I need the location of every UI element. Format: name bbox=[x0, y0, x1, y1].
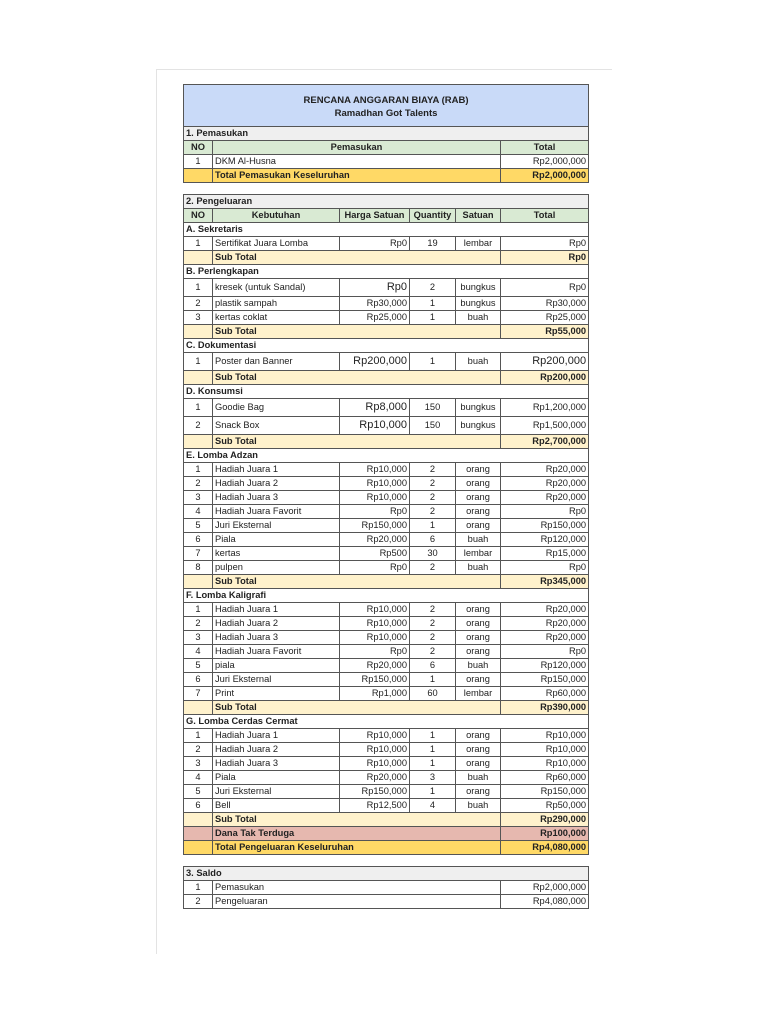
cell-total: Rp20,000 bbox=[501, 617, 589, 631]
section-title: 1. Pemasukan bbox=[184, 127, 589, 141]
cell-no: 2 bbox=[184, 417, 213, 435]
cell-item: Bell bbox=[213, 799, 340, 813]
cell-price: Rp10,000 bbox=[340, 743, 410, 757]
subtotal-row bbox=[184, 251, 589, 265]
cell-no: 1 bbox=[184, 279, 213, 297]
table-row bbox=[184, 881, 589, 895]
cell-empty bbox=[184, 841, 213, 855]
cell-unit: lembar bbox=[456, 237, 501, 251]
cell-price: Rp12,500 bbox=[340, 799, 410, 813]
category-title: D. Konsumsi bbox=[184, 385, 589, 399]
table-row bbox=[184, 399, 589, 417]
cell-qty: 6 bbox=[410, 533, 456, 547]
cell-no: 2 bbox=[184, 617, 213, 631]
cell-item: Goodie Bag bbox=[213, 399, 340, 417]
cell-price: Rp10,000 bbox=[340, 417, 410, 435]
cell-price: Rp200,000 bbox=[340, 353, 410, 371]
cell-qty: 1 bbox=[410, 757, 456, 771]
cell-unit: lembar bbox=[456, 547, 501, 561]
table-row bbox=[184, 645, 589, 659]
cell-empty bbox=[184, 701, 213, 715]
cell-price: Rp1,000 bbox=[340, 687, 410, 701]
cell-unit: buah bbox=[456, 311, 501, 325]
cell-item: Hadiah Juara 1 bbox=[213, 463, 340, 477]
cell-no: 4 bbox=[184, 505, 213, 519]
cell-unit: buah bbox=[456, 561, 501, 575]
col-header-no: NO bbox=[184, 141, 213, 155]
cell-qty: 4 bbox=[410, 799, 456, 813]
cell-qty: 30 bbox=[410, 547, 456, 561]
cell-item: Juri Eksternal bbox=[213, 673, 340, 687]
cell-no: 1 bbox=[184, 729, 213, 743]
table-row bbox=[184, 491, 589, 505]
title-row bbox=[184, 85, 589, 127]
cell-qty: 2 bbox=[410, 617, 456, 631]
cell-item: Hadiah Juara 2 bbox=[213, 617, 340, 631]
table-row bbox=[184, 617, 589, 631]
table-row bbox=[184, 533, 589, 547]
total-row bbox=[184, 841, 589, 855]
cell-price: Rp10,000 bbox=[340, 463, 410, 477]
cell-empty bbox=[184, 251, 213, 265]
subtotal-value: Rp390,000 bbox=[501, 701, 589, 715]
cell-empty bbox=[184, 371, 213, 385]
cell-unit: buah bbox=[456, 799, 501, 813]
cell-total: Rp0 bbox=[501, 237, 589, 251]
category-title: B. Perlengkapan bbox=[184, 265, 589, 279]
col-header-no: NO bbox=[184, 209, 213, 223]
table-row bbox=[184, 673, 589, 687]
section-header bbox=[184, 127, 589, 141]
total-label: Total Pengeluaran Keseluruhan bbox=[213, 841, 501, 855]
subtotal-row bbox=[184, 325, 589, 339]
col-header-total: Total bbox=[501, 209, 589, 223]
cell-unit: buah bbox=[456, 353, 501, 371]
cell-unit: lembar bbox=[456, 687, 501, 701]
table-row bbox=[184, 417, 589, 435]
cell-total: Rp120,000 bbox=[501, 659, 589, 673]
table-row bbox=[184, 311, 589, 325]
cell-qty: 2 bbox=[410, 491, 456, 505]
cell-empty bbox=[184, 325, 213, 339]
category-header bbox=[184, 715, 589, 729]
table-row bbox=[184, 729, 589, 743]
cell-price: Rp0 bbox=[340, 237, 410, 251]
rab-table bbox=[183, 84, 589, 909]
cell-total: Rp120,000 bbox=[501, 533, 589, 547]
cell-unit: orang bbox=[456, 673, 501, 687]
cell-total: Rp20,000 bbox=[501, 603, 589, 617]
cell-no: 1 bbox=[184, 463, 213, 477]
cell-price: Rp10,000 bbox=[340, 491, 410, 505]
rab-table-body bbox=[184, 85, 589, 909]
cell-price: Rp150,000 bbox=[340, 785, 410, 799]
cell-total: Rp1,500,000 bbox=[501, 417, 589, 435]
cell-no: 3 bbox=[184, 491, 213, 505]
subtotal-value: Rp200,000 bbox=[501, 371, 589, 385]
cell-item: Sertifikat Juara Lomba bbox=[213, 237, 340, 251]
cell-qty: 2 bbox=[410, 631, 456, 645]
cell-unit: orang bbox=[456, 743, 501, 757]
category-title: G. Lomba Cerdas Cermat bbox=[184, 715, 589, 729]
cell-no: 5 bbox=[184, 659, 213, 673]
subtotal-value: Rp290,000 bbox=[501, 813, 589, 827]
cell-qty: 2 bbox=[410, 279, 456, 297]
cell-price: Rp10,000 bbox=[340, 477, 410, 491]
rab-sheet bbox=[183, 84, 588, 909]
cell-qty: 3 bbox=[410, 771, 456, 785]
cell-item: Hadiah Juara 2 bbox=[213, 477, 340, 491]
cell-qty: 1 bbox=[410, 785, 456, 799]
cell-qty: 19 bbox=[410, 237, 456, 251]
table-row bbox=[184, 687, 589, 701]
cell-price: Rp150,000 bbox=[340, 673, 410, 687]
cell-price: Rp0 bbox=[340, 279, 410, 297]
col-header-price: Harga Satuan bbox=[340, 209, 410, 223]
table-row bbox=[184, 279, 589, 297]
cell-no: 8 bbox=[184, 561, 213, 575]
category-header bbox=[184, 265, 589, 279]
cell-unit: orang bbox=[456, 617, 501, 631]
subtotal-row bbox=[184, 813, 589, 827]
cell-price: Rp500 bbox=[340, 547, 410, 561]
table-row bbox=[184, 353, 589, 371]
section-header bbox=[184, 195, 589, 209]
cell-empty bbox=[184, 813, 213, 827]
dana-value: Rp100,000 bbox=[501, 827, 589, 841]
cell-total: Rp60,000 bbox=[501, 687, 589, 701]
cell-total: Rp0 bbox=[501, 645, 589, 659]
cell-item: Hadiah Juara 1 bbox=[213, 729, 340, 743]
cell-total: Rp20,000 bbox=[501, 631, 589, 645]
table-row bbox=[184, 785, 589, 799]
cell-unit: orang bbox=[456, 477, 501, 491]
cell-qty: 2 bbox=[410, 645, 456, 659]
cell-qty: 1 bbox=[410, 311, 456, 325]
cell-no: 6 bbox=[184, 799, 213, 813]
cell-qty: 2 bbox=[410, 505, 456, 519]
dana-label: Dana Tak Terduga bbox=[213, 827, 501, 841]
cell-item: Pemasukan bbox=[213, 881, 501, 895]
cell-total: Rp150,000 bbox=[501, 673, 589, 687]
subtotal-label: Sub Total bbox=[213, 813, 501, 827]
cell-qty: 1 bbox=[410, 673, 456, 687]
cell-total: Rp2,000,000 bbox=[501, 881, 589, 895]
cell-no: 2 bbox=[184, 477, 213, 491]
cell-unit: buah bbox=[456, 659, 501, 673]
cell-item: Hadiah Juara 3 bbox=[213, 631, 340, 645]
section-header bbox=[184, 867, 589, 881]
category-header bbox=[184, 449, 589, 463]
subtotal-label: Sub Total bbox=[213, 575, 501, 589]
cell-qty: 2 bbox=[410, 603, 456, 617]
cell-unit: orang bbox=[456, 631, 501, 645]
subtotal-row bbox=[184, 371, 589, 385]
subtotal-label: Sub Total bbox=[213, 371, 501, 385]
category-header bbox=[184, 589, 589, 603]
cell-qty: 2 bbox=[410, 463, 456, 477]
table-row bbox=[184, 505, 589, 519]
dana-row bbox=[184, 827, 589, 841]
category-title: F. Lomba Kaligrafi bbox=[184, 589, 589, 603]
spacer-row bbox=[184, 183, 589, 195]
cell-empty bbox=[184, 575, 213, 589]
cell-item: Piala bbox=[213, 771, 340, 785]
cell-total: Rp150,000 bbox=[501, 785, 589, 799]
cell-no: 1 bbox=[184, 353, 213, 371]
subtotal-value: Rp55,000 bbox=[501, 325, 589, 339]
cell-no: 4 bbox=[184, 645, 213, 659]
cell-price: Rp30,000 bbox=[340, 297, 410, 311]
category-title: C. Dokumentasi bbox=[184, 339, 589, 353]
cell-item: Hadiah Juara Favorit bbox=[213, 645, 340, 659]
cell-no: 6 bbox=[184, 673, 213, 687]
spacer bbox=[184, 183, 589, 195]
page-edge-left bbox=[156, 69, 157, 954]
cell-unit: bungkus bbox=[456, 279, 501, 297]
cell-total: Rp50,000 bbox=[501, 799, 589, 813]
table-row bbox=[184, 547, 589, 561]
cell-price: Rp20,000 bbox=[340, 771, 410, 785]
cell-qty: 1 bbox=[410, 519, 456, 533]
cell-item: kertas bbox=[213, 547, 340, 561]
cell-no: 1 bbox=[184, 237, 213, 251]
cell-price: Rp0 bbox=[340, 561, 410, 575]
cell-item: Juri Eksternal bbox=[213, 785, 340, 799]
cell-total: Rp20,000 bbox=[501, 491, 589, 505]
cell-no: 2 bbox=[184, 743, 213, 757]
page-edge-top bbox=[156, 69, 612, 70]
cell-item: Juri Eksternal bbox=[213, 519, 340, 533]
cell-item: Hadiah Juara 2 bbox=[213, 743, 340, 757]
cell-price: Rp0 bbox=[340, 645, 410, 659]
subtotal-value: Rp0 bbox=[501, 251, 589, 265]
category-title: E. Lomba Adzan bbox=[184, 449, 589, 463]
cell-unit: orang bbox=[456, 505, 501, 519]
cell-price: Rp150,000 bbox=[340, 519, 410, 533]
cell-item: piala bbox=[213, 659, 340, 673]
cell-total: Rp1,200,000 bbox=[501, 399, 589, 417]
cell-price: Rp10,000 bbox=[340, 729, 410, 743]
table-row bbox=[184, 603, 589, 617]
cell-no: 2 bbox=[184, 895, 213, 909]
cell-unit: buah bbox=[456, 533, 501, 547]
total-row bbox=[184, 169, 589, 183]
cell-item: Hadiah Juara 1 bbox=[213, 603, 340, 617]
subtotal-value: Rp345,000 bbox=[501, 575, 589, 589]
cell-qty: 1 bbox=[410, 729, 456, 743]
cell-item: Piala bbox=[213, 533, 340, 547]
cell-total: Rp10,000 bbox=[501, 743, 589, 757]
cell-price: Rp8,000 bbox=[340, 399, 410, 417]
cell-price: Rp10,000 bbox=[340, 757, 410, 771]
cell-unit: orang bbox=[456, 463, 501, 477]
cell-qty: 1 bbox=[410, 743, 456, 757]
cell-price: Rp10,000 bbox=[340, 617, 410, 631]
cell-item: Snack Box bbox=[213, 417, 340, 435]
cell-total: Rp30,000 bbox=[501, 297, 589, 311]
cell-total: Rp4,080,000 bbox=[501, 895, 589, 909]
table-row bbox=[184, 631, 589, 645]
spacer bbox=[184, 855, 589, 867]
cell-no: 4 bbox=[184, 771, 213, 785]
section-title: 3. Saldo bbox=[184, 867, 589, 881]
col-header-total: Total bbox=[501, 141, 589, 155]
cell-no: 7 bbox=[184, 547, 213, 561]
cell-total: Rp0 bbox=[501, 505, 589, 519]
cell-total: Rp15,000 bbox=[501, 547, 589, 561]
title-cell bbox=[184, 85, 589, 127]
cell-total: Rp20,000 bbox=[501, 477, 589, 491]
cell-total: Rp0 bbox=[501, 279, 589, 297]
cell-total: Rp150,000 bbox=[501, 519, 589, 533]
cell-unit: orang bbox=[456, 491, 501, 505]
table-row bbox=[184, 771, 589, 785]
cell-no: 3 bbox=[184, 757, 213, 771]
subtotal-row bbox=[184, 435, 589, 449]
cell-empty bbox=[184, 827, 213, 841]
cell-qty: 2 bbox=[410, 477, 456, 491]
subtotal-row bbox=[184, 701, 589, 715]
cell-qty: 1 bbox=[410, 353, 456, 371]
category-header bbox=[184, 385, 589, 399]
cell-no: 2 bbox=[184, 297, 213, 311]
cell-price: Rp20,000 bbox=[340, 533, 410, 547]
table-row bbox=[184, 799, 589, 813]
cell-empty bbox=[184, 169, 213, 183]
cell-unit: bungkus bbox=[456, 417, 501, 435]
subtotal-value: Rp2,700,000 bbox=[501, 435, 589, 449]
cell-unit: orang bbox=[456, 785, 501, 799]
category-title: A. Sekretaris bbox=[184, 223, 589, 237]
table-row bbox=[184, 477, 589, 491]
subtotal-label: Sub Total bbox=[213, 325, 501, 339]
cell-no: 6 bbox=[184, 533, 213, 547]
cell-item: Pengeluaran bbox=[213, 895, 501, 909]
column-header-row bbox=[184, 141, 589, 155]
spacer-row bbox=[184, 855, 589, 867]
cell-qty: 150 bbox=[410, 417, 456, 435]
cell-total: Rp60,000 bbox=[501, 771, 589, 785]
cell-item: Print bbox=[213, 687, 340, 701]
col-header-qty: Quantity bbox=[410, 209, 456, 223]
table-row bbox=[184, 895, 589, 909]
cell-item: plastik sampah bbox=[213, 297, 340, 311]
cell-total: Rp20,000 bbox=[501, 463, 589, 477]
cell-unit: buah bbox=[456, 771, 501, 785]
cell-total: Rp2,000,000 bbox=[501, 155, 589, 169]
subtotal-label: Sub Total bbox=[213, 701, 501, 715]
total-value: Rp2,000,000 bbox=[501, 169, 589, 183]
cell-no: 3 bbox=[184, 311, 213, 325]
cell-unit: orang bbox=[456, 645, 501, 659]
cell-total: Rp25,000 bbox=[501, 311, 589, 325]
table-row bbox=[184, 297, 589, 311]
cell-no: 5 bbox=[184, 519, 213, 533]
section-title: 2. Pengeluaran bbox=[184, 195, 589, 209]
cell-item: kertas coklat bbox=[213, 311, 340, 325]
subtotal-row bbox=[184, 575, 589, 589]
table-row bbox=[184, 463, 589, 477]
column-header-row bbox=[184, 209, 589, 223]
category-header bbox=[184, 223, 589, 237]
cell-qty: 150 bbox=[410, 399, 456, 417]
table-row bbox=[184, 561, 589, 575]
cell-item: Hadiah Juara Favorit bbox=[213, 505, 340, 519]
table-row bbox=[184, 155, 589, 169]
table-row bbox=[184, 519, 589, 533]
page-title: RENCANA ANGGARAN BIAYA (RAB) bbox=[303, 94, 469, 106]
cell-no: 5 bbox=[184, 785, 213, 799]
page-subtitle: Ramadhan Got Talents bbox=[334, 107, 438, 119]
table-row bbox=[184, 743, 589, 757]
cell-price: Rp10,000 bbox=[340, 631, 410, 645]
cell-qty: 6 bbox=[410, 659, 456, 673]
cell-unit: orang bbox=[456, 757, 501, 771]
cell-qty: 60 bbox=[410, 687, 456, 701]
col-header-item: Kebutuhan bbox=[213, 209, 340, 223]
total-label: Total Pemasukan Keseluruhan bbox=[213, 169, 501, 183]
cell-unit: orang bbox=[456, 519, 501, 533]
cell-unit: orang bbox=[456, 729, 501, 743]
cell-no: 1 bbox=[184, 603, 213, 617]
cell-price: Rp10,000 bbox=[340, 603, 410, 617]
cell-no: 3 bbox=[184, 631, 213, 645]
subtotal-label: Sub Total bbox=[213, 251, 501, 265]
cell-qty: 1 bbox=[410, 297, 456, 311]
cell-total: Rp200,000 bbox=[501, 353, 589, 371]
cell-item: kresek (untuk Sandal) bbox=[213, 279, 340, 297]
category-header bbox=[184, 339, 589, 353]
cell-unit: bungkus bbox=[456, 399, 501, 417]
cell-total: Rp0 bbox=[501, 561, 589, 575]
table-row bbox=[184, 237, 589, 251]
cell-empty bbox=[184, 435, 213, 449]
col-header-unit: Satuan bbox=[456, 209, 501, 223]
cell-item: Hadiah Juara 3 bbox=[213, 757, 340, 771]
cell-qty: 2 bbox=[410, 561, 456, 575]
table-row bbox=[184, 659, 589, 673]
cell-price: Rp25,000 bbox=[340, 311, 410, 325]
cell-item: Hadiah Juara 3 bbox=[213, 491, 340, 505]
table-row bbox=[184, 757, 589, 771]
cell-no: 1 bbox=[184, 399, 213, 417]
cell-item: Poster dan Banner bbox=[213, 353, 340, 371]
subtotal-label: Sub Total bbox=[213, 435, 501, 449]
cell-price: Rp0 bbox=[340, 505, 410, 519]
cell-unit: orang bbox=[456, 603, 501, 617]
cell-item: pulpen bbox=[213, 561, 340, 575]
cell-no: 1 bbox=[184, 881, 213, 895]
col-header-item: Pemasukan bbox=[213, 141, 501, 155]
cell-no: 7 bbox=[184, 687, 213, 701]
total-value: Rp4,080,000 bbox=[501, 841, 589, 855]
cell-unit: bungkus bbox=[456, 297, 501, 311]
cell-total: Rp10,000 bbox=[501, 757, 589, 771]
cell-total: Rp10,000 bbox=[501, 729, 589, 743]
cell-no: 1 bbox=[184, 155, 213, 169]
cell-price: Rp20,000 bbox=[340, 659, 410, 673]
cell-item: DKM Al-Husna bbox=[213, 155, 501, 169]
